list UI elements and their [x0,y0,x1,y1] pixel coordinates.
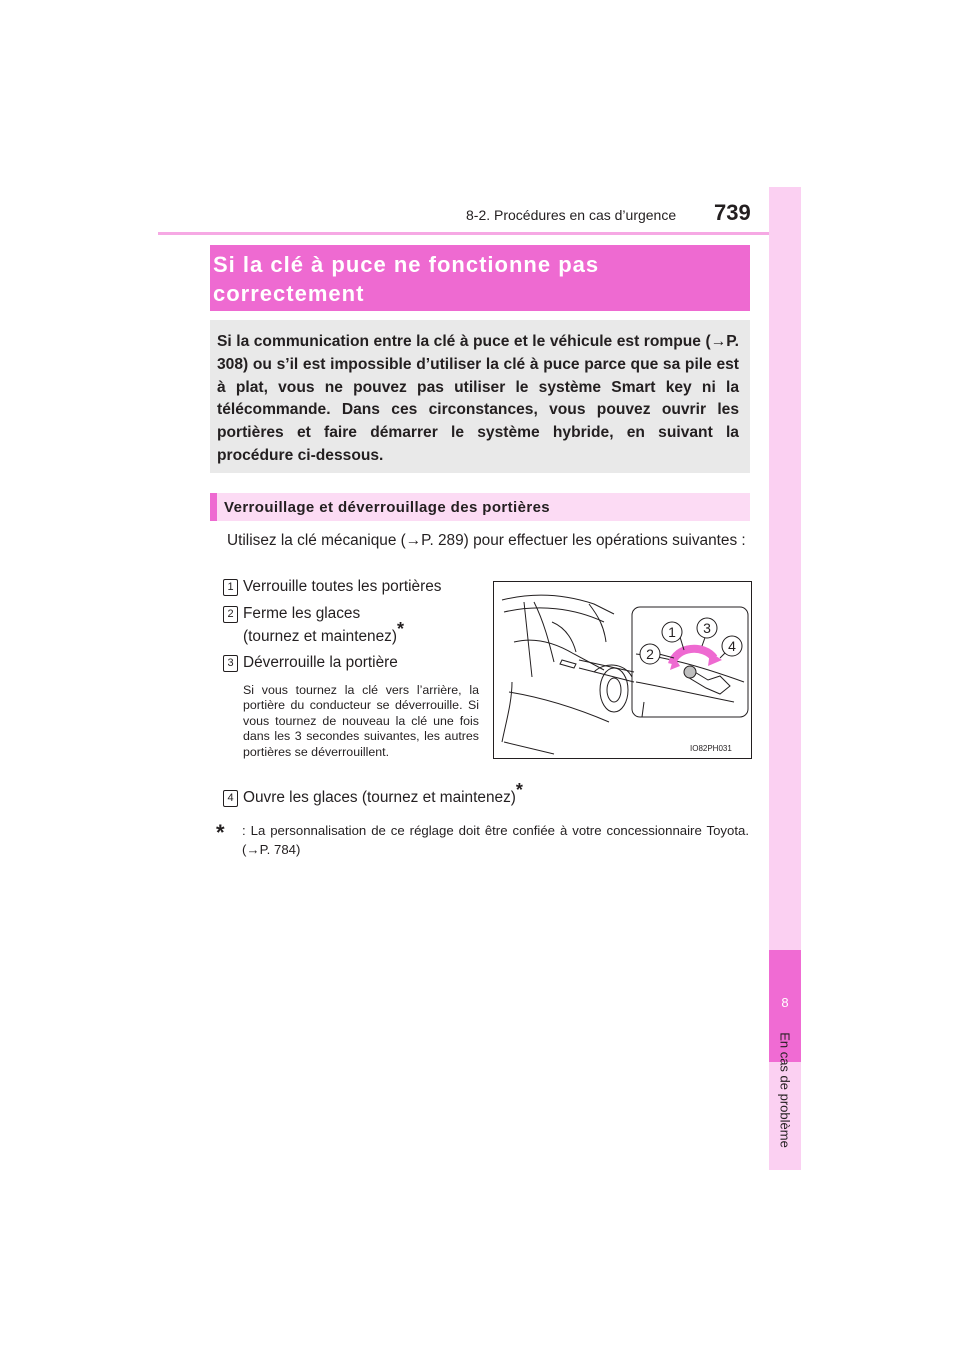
header-section-title: 8-2. Procédures en cas d’urgence [466,207,677,223]
chapter-title: En cas de problème [777,1032,793,1148]
callout-4 [722,636,742,656]
item-3-note: Si vous tournez la clé vers l’arrière, la portière du conducteur se déverrouille. Si vous tournez de nouveau la clé une fois dans les 3 secondes suivantes, les autres portières se déverrouillent. [243,683,479,759]
item-2-label: Ferme les glaces [243,605,361,622]
svg-text:4: 4 [728,638,736,654]
callout-1 [662,622,682,642]
item-4-badge: 4 [223,790,238,807]
section-title: Si la clé à puce ne fonctionne pas correctement [213,252,600,306]
svg-text:3: 3 [703,620,711,636]
callout-2 [640,644,660,664]
item-1-label: Verrouille toutes les portières [243,578,442,595]
footnote-text: : La personnalisation de ce réglage doit être confiée à votre concessionnaire Toyota. (→P. 784) [242,823,749,857]
chapter-number: 8 [781,995,789,1010]
svg-text:1: 1 [668,624,676,640]
car-door-drawing [494,582,751,758]
body-paragraph: Utilisez la clé mécanique (→P. 289) pour effectuer les opérations suivantes : [227,532,746,549]
subsection-accent [210,493,217,521]
car-door-key-illustration [493,581,752,759]
footnote-marker: * [216,820,225,845]
item-3-badge: 3 [223,655,238,672]
item-2-label-line2: (tournez et maintenez)* [243,618,404,645]
item-2-star: * [396,618,404,639]
item-2-badge: 2 [223,606,238,623]
header-divider [158,232,801,235]
item-1-badge: 1 [223,579,238,596]
callout-3 [697,618,717,638]
item-4-star: * [515,779,523,800]
footnote [216,820,751,857]
intro-text: Si la communication entre la clé à puce et le véhicule est rompue (→P. 308) ou s’il est impossible d’utiliser la clé à puce parce que sa pile est à plat, vous ne pouvez pas utiliser le système Smart key ni la télécommande. Dans ces circonstances, vous pouvez ouvrir les portières et faire démarrer le système hybride, en suivant la procédure ci-dessous. [217,333,739,464]
svg-text:2: 2 [646,646,654,662]
illustration-code: IO82PH031 [690,744,732,753]
item-4-label: Ouvre les glaces (tournez et maintenez)* [243,779,523,806]
subsection-title: Verrouillage et déverrouillage des portières [224,499,551,516]
page-number: 739 [714,200,751,225]
item-3-label: Déverrouille la portière [243,654,398,671]
